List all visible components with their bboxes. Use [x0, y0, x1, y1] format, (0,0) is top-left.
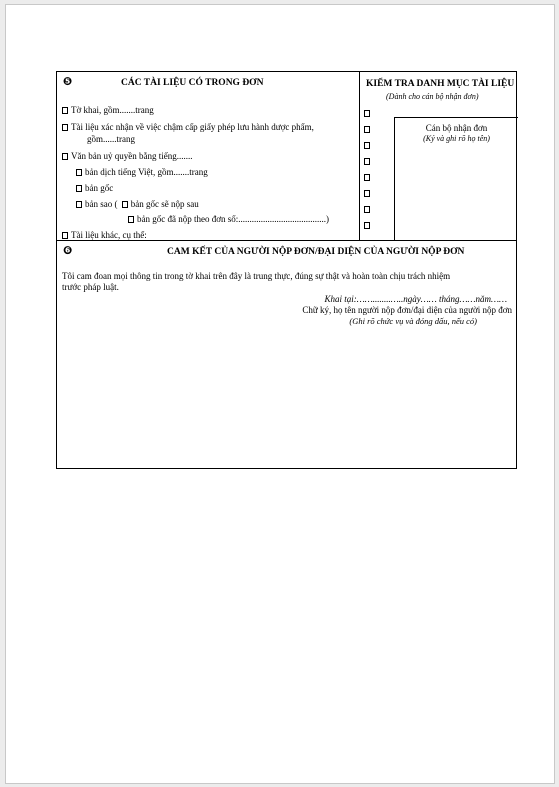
checklist-title: KIỂM TRA DANH MỤC TÀI LIỆU [366, 79, 515, 89]
checklist-checkbox[interactable] [364, 206, 370, 213]
checklist-checkbox[interactable] [364, 222, 370, 229]
checklist-checkbox[interactable] [364, 126, 370, 133]
checkbox[interactable] [76, 201, 82, 208]
item-ban-dich[interactable]: bản dịch tiếng Việt, gồm.......trang [76, 167, 208, 178]
commitment-line2: trước pháp luật. [62, 282, 119, 292]
checkbox[interactable] [62, 124, 68, 131]
item-tai-lieu-khac[interactable]: Tài liệu khác, cụ thể: [62, 230, 147, 241]
checkbox[interactable] [76, 169, 82, 176]
checklist-subtitle: (Dành cho cán bộ nhận đơn) [386, 92, 479, 101]
checkbox[interactable] [76, 185, 82, 192]
item-ban-sao[interactable]: bản sao ( bản gốc sẽ nộp sau [76, 199, 199, 210]
signature-label: Chữ ký, họ tên người nộp đơn/đại diện của người nộp đơn [302, 305, 512, 315]
checklist-checkbox[interactable] [364, 142, 370, 149]
checklist-checkbox[interactable] [364, 190, 370, 197]
commitment-line1: Tôi cam đoan mọi thông tin trong tờ khai trên đây là trung thực, đúng sự thật và hoàn toàn chịu trách nhiệm [62, 271, 451, 281]
section5-number: ❺ [63, 75, 73, 88]
item-van-ban[interactable]: Văn bản uỷ quyền bằng tiếng....... [62, 151, 192, 162]
item-ban-goc-da-nop[interactable]: bản gốc đã nộp theo đơn số:.......................................) [128, 214, 329, 225]
officer-signature-box [394, 117, 518, 240]
checkbox[interactable] [128, 216, 134, 223]
checkbox[interactable] [62, 232, 68, 239]
form-box [56, 71, 517, 469]
checkbox[interactable] [62, 107, 68, 114]
signature-note: (Ghi rõ chức vụ và đóng dấu, nếu có) [349, 316, 477, 326]
item-tai-lieu-cont: gồm......trang [87, 134, 135, 144]
checklist-checkbox[interactable] [364, 158, 370, 165]
section5-title: CÁC TÀI LIỆU CÓ TRONG ĐƠN [121, 78, 264, 88]
item-tai-lieu[interactable]: Tài liệu xác nhận về việc chậm cấp giấy phép lưu hành dược phẩm, [62, 122, 314, 133]
checkbox[interactable] [62, 153, 68, 160]
officer-note: (Ký và ghi rõ họ tên) [423, 134, 490, 143]
checkbox[interactable] [122, 201, 128, 208]
section6-number: ❻ [63, 244, 73, 257]
item-ban-goc[interactable]: bản gốc [76, 183, 113, 194]
checklist-checkbox[interactable] [364, 174, 370, 181]
section6-title: CAM KẾT CỦA NGƯỜI NỘP ĐƠN/ĐẠI DIỆN CỦA NGƯỜI NỘP ĐƠN [167, 247, 465, 257]
place-date: Khai tại:……........…..ngày…… tháng……năm…… [324, 294, 507, 304]
officer-label: Cán bộ nhận đơn [425, 123, 488, 133]
item-to-khai[interactable]: Tờ khai, gồm.......trang [62, 105, 154, 116]
column-divider [359, 72, 360, 240]
checklist-checkbox[interactable] [364, 110, 370, 117]
document-page [5, 4, 555, 784]
